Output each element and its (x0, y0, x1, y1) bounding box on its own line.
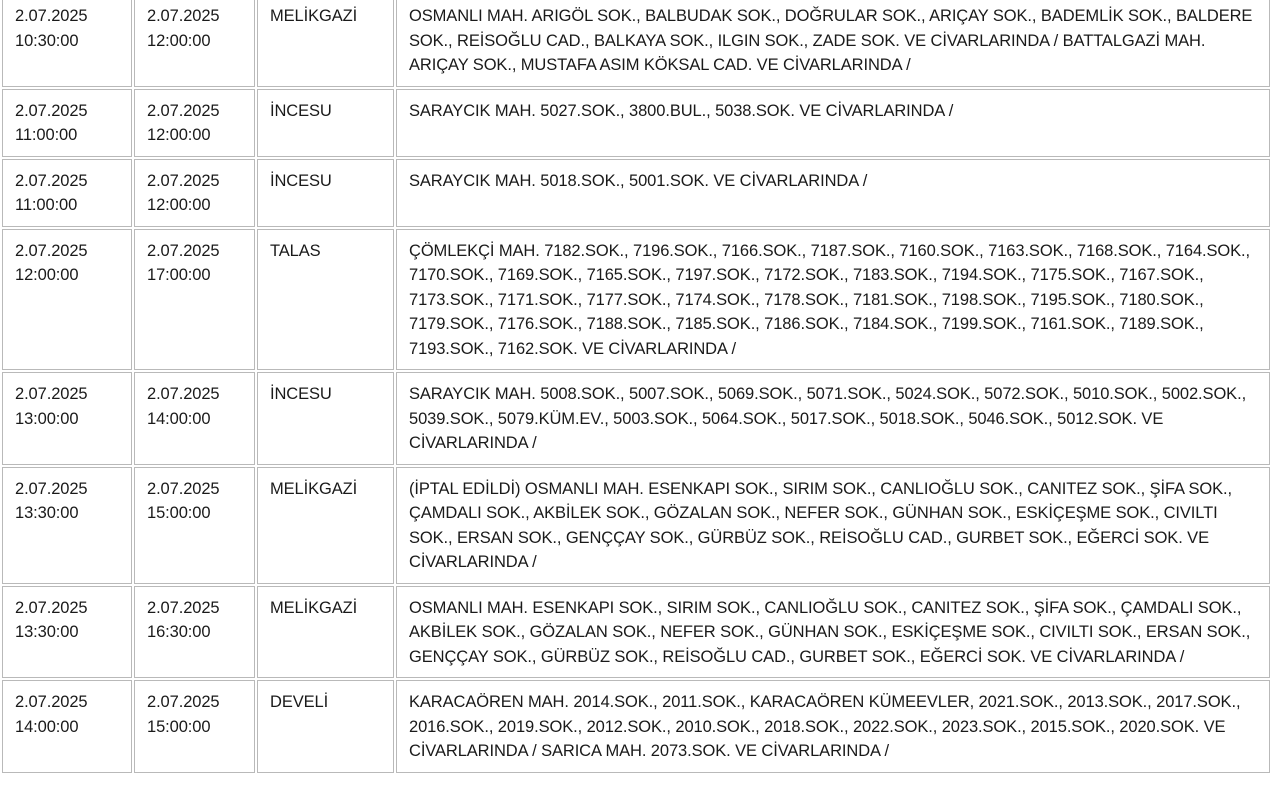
end-time: 15:00:00 (147, 504, 211, 522)
table-row (2, 372, 1270, 465)
address-text: SARAYCIK MAH. 5008.SOK., 5007.SOK., 5069.SOK., 5071.SOK., 5024.SOK., 5072.SOK., 5010.SOK., 5002.SOK., 5039.SOK., 5079.KÜM.EV., 5003.SOK., 5064.SOK., 5017.SOK., 5018.SOK., 5046.SOK., 5012.SOK. VE CİVARLARINDA / (409, 385, 1247, 452)
address-cell (396, 229, 1270, 371)
table-row (2, 89, 1270, 157)
start-cell (2, 372, 132, 465)
end-time: 12:00:00 (147, 31, 211, 50)
end-cell (134, 586, 255, 679)
start-time: 13:30:00 (15, 623, 79, 641)
start-date: 2.07.2025 (15, 693, 88, 711)
start-date: 2.07.2025 (15, 101, 88, 120)
address-cell (396, 372, 1270, 465)
start-date: 2.07.2025 (15, 385, 88, 403)
start-time: 12:00:00 (15, 266, 79, 284)
district: İNCESU (270, 101, 332, 120)
district-cell (257, 680, 394, 773)
start-date: 2.07.2025 (15, 241, 88, 260)
start-time: 10:30:00 (15, 31, 79, 50)
end-time: 14:00:00 (147, 409, 211, 428)
end-time: 12:00:00 (147, 126, 211, 144)
table-row (2, 159, 1270, 227)
table-row (2, 0, 1270, 87)
start-time: 14:00:00 (15, 717, 79, 736)
table-row (2, 586, 1270, 679)
start-time: 13:00:00 (15, 409, 79, 428)
start-cell (2, 159, 132, 227)
start-date: 2.07.2025 (15, 598, 88, 617)
address-text: OSMANLI MAH. ESENKAPI SOK., SIRIM SOK., CANLIOĞLU SOK., CANITEZ SOK., ŞİFA SOK., ÇAMDALI SOK., AKBİLEK SOK., GÖZALAN SOK., NEFER SOK., GÜNHAN SOK., ESKİÇEŞME SOK., CIVILTI SOK., ERSAN SOK., GENÇÇAY SOK., GÜRBÜZ SOK., REİSOĞLU CAD., GURBET SOK., EĞERCİ SOK. VE CİVARLARINDA / (409, 598, 1251, 666)
district-cell (257, 89, 394, 157)
table-row (2, 229, 1270, 371)
district-cell (257, 159, 394, 227)
end-time: 16:30:00 (147, 623, 211, 641)
end-date: 2.07.2025 (147, 693, 220, 711)
district-cell (257, 372, 394, 465)
address-text: ÇÖMLEKÇİ MAH. 7182.SOK., 7196.SOK., 7166.SOK., 7187.SOK., 7160.SOK., 7163.SOK., 7168.SOK., 7164.SOK., 7170.SOK., 7169.SOK., 7165.SOK., 7197.SOK., 7172.SOK., 7183.SOK., 7194.SOK., 7175.SOK., 7167.SOK., 7173.SOK., 7171.SOK., 7177.SOK., 7174.SOK., 7178.SOK., 7181.SOK., 7198.SOK., 7195.SOK., 7180.SOK., 7179.SOK., 7176.SOK., 7188.SOK., 7185.SOK., 7186.SOK., 7184.SOK., 7199.SOK., 7161.SOK., 7189.SOK., 7193.SOK., 7162.SOK. VE CİVARLARINDA / (409, 241, 1251, 358)
address-cell (396, 586, 1270, 679)
address-cell (396, 89, 1270, 157)
start-cell (2, 89, 132, 157)
address-text: OSMANLI MAH. ARIGÖL SOK., BALBUDAK SOK., DOĞRULAR SOK., ARIÇAY SOK., BADEMLİK SOK., BALDERE SOK., REİSOĞLU CAD., BALKAYA SOK., ILGIN SOK., ZADE SOK. VE CİVARLARINDA / BATTALGAZİ MAH. ARIÇAY SOK., MUSTAFA ASIM KÖKSAL CAD. VE CİVARLARINDA / (409, 7, 1253, 74)
end-cell (134, 467, 255, 584)
district: MELİKGAZİ (270, 598, 358, 617)
end-cell (134, 89, 255, 157)
address-text: SARAYCIK MAH. 5027.SOK., 3800.BUL., 5038.SOK. VE CİVARLARINDA / (409, 101, 954, 120)
address-text: SARAYCIK MAH. 5018.SOK., 5001.SOK. VE CİVARLARINDA / (409, 171, 868, 190)
end-date: 2.07.2025 (147, 171, 220, 190)
start-date: 2.07.2025 (15, 171, 88, 190)
start-date: 2.07.2025 (15, 7, 88, 25)
start-time: 13:30:00 (15, 504, 79, 522)
table-body (2, 0, 1270, 773)
district-cell (257, 0, 394, 87)
end-time: 17:00:00 (147, 266, 211, 284)
end-time: 12:00:00 (147, 196, 211, 214)
start-cell (2, 467, 132, 584)
end-cell (134, 159, 255, 227)
address-text: (İPTAL EDİLDİ) OSMANLI MAH. ESENKAPI SOK., SIRIM SOK., CANLIOĞLU SOK., CANITEZ SOK., ŞİFA SOK., ÇAMDALI SOK., AKBİLEK SOK., GÖZALAN SOK., NEFER SOK., GÜNHAN SOK., ESKİÇEŞME SOK., CIVILTI SOK., ERSAN SOK., GENÇÇAY SOK., GÜRBÜZ SOK., REİSOĞLU CAD., GURBET SOK., EĞERCİ SOK. VE CİVARLARINDA / (409, 479, 1233, 571)
district: İNCESU (270, 385, 332, 403)
start-cell (2, 229, 132, 371)
end-date: 2.07.2025 (147, 241, 220, 260)
address-cell (396, 0, 1270, 87)
end-date: 2.07.2025 (147, 7, 220, 25)
district-cell (257, 229, 394, 371)
table-row (2, 680, 1270, 773)
start-cell (2, 586, 132, 679)
end-date: 2.07.2025 (147, 598, 220, 617)
district-cell (257, 586, 394, 679)
district: TALAS (270, 241, 321, 260)
start-time: 11:00:00 (15, 126, 78, 144)
address-cell (396, 680, 1270, 773)
address-text: KARACAÖREN MAH. 2014.SOK., 2011.SOK., KARACAÖREN KÜMEEVLER, 2021.SOK., 2013.SOK., 2017.SOK., 2016.SOK., 2019.SOK., 2012.SOK., 2010.SOK., 2018.SOK., 2022.SOK., 2023.SOK., 2015.SOK., 2020.SOK. VE CİVARLARINDA / SARICA MAH. 2073.SOK. VE CİVARLARINDA / (409, 693, 1241, 760)
end-date: 2.07.2025 (147, 479, 220, 498)
end-cell (134, 229, 255, 371)
end-cell (134, 372, 255, 465)
end-cell (134, 680, 255, 773)
start-time: 11:00:00 (15, 196, 78, 214)
address-cell (396, 159, 1270, 227)
end-cell (134, 0, 255, 87)
end-time: 15:00:00 (147, 717, 211, 736)
district: MELİKGAZİ (270, 7, 358, 25)
table-row (2, 467, 1270, 584)
end-date: 2.07.2025 (147, 101, 220, 120)
start-cell (2, 0, 132, 87)
start-date: 2.07.2025 (15, 479, 88, 498)
end-date: 2.07.2025 (147, 385, 220, 403)
district: İNCESU (270, 171, 332, 190)
address-cell (396, 467, 1270, 584)
district: MELİKGAZİ (270, 479, 358, 498)
district-cell (257, 467, 394, 584)
district: DEVELİ (270, 693, 329, 711)
start-cell (2, 680, 132, 773)
